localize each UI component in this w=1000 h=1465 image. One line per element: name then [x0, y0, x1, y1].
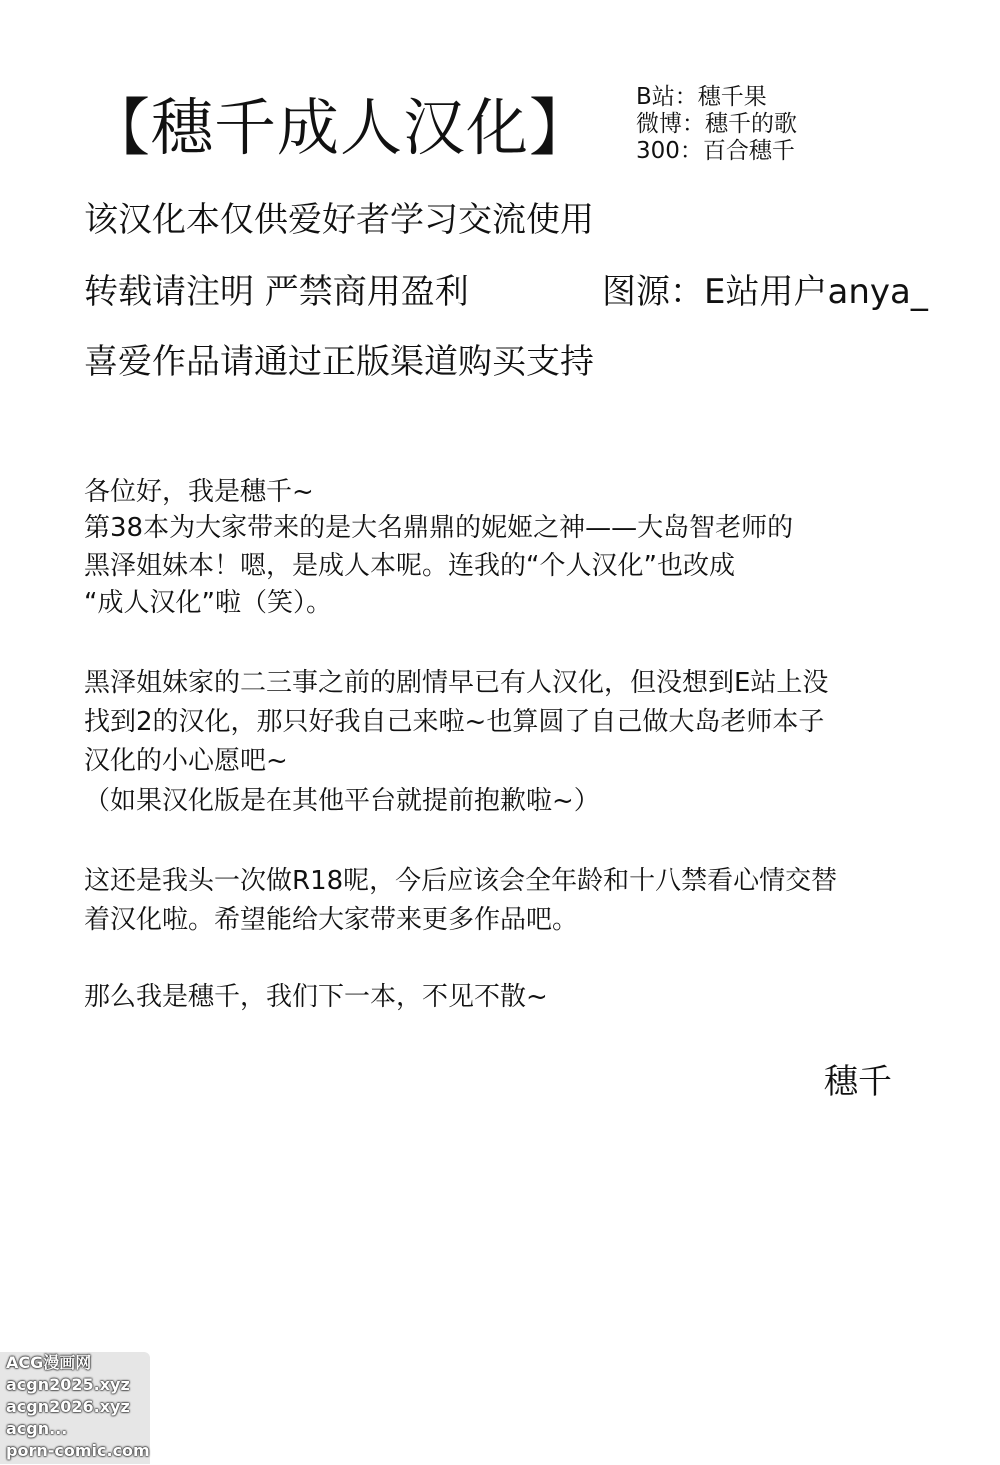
watermark-line: acgn2025.xyz	[6, 1375, 130, 1394]
watermark	[0, 1352, 150, 1464]
watermark-line: ACG漫画网	[6, 1353, 92, 1372]
body-line: 黑泽姐妹家的二三事之前的剧情早已有人汉化，但没想到E站上没	[84, 668, 829, 698]
watermark-line: acgn...	[6, 1419, 68, 1438]
body-line: 着汉化啦。希望能给大家带来更多作品吧。	[84, 905, 579, 935]
body-line: （如果汉化版是在其他平台就提前抱歉啦~）	[84, 786, 600, 816]
body-line: 汉化的小心愿吧~	[84, 746, 288, 776]
body-line: “成人汉化”啦（笑）。	[84, 588, 332, 618]
image-source: 图源：E站用户anya_	[602, 272, 928, 312]
contact-bilibili: B站：穗千果	[636, 84, 767, 110]
body-line: 那么我是穗千，我们下一本，不见不散~	[84, 982, 548, 1012]
watermark-line: porn-comic.com	[6, 1441, 150, 1460]
body-line: 各位好，我是穗千~	[84, 477, 314, 507]
notice-support: 喜爱作品请通过正版渠道购买支持	[84, 342, 594, 382]
contact-weibo: 微博：穗千的歌	[636, 111, 797, 137]
body-line: 黑泽姐妹本！嗯，是成人本呢。连我的“个人汉化”也改成	[84, 551, 735, 581]
contact-300: 300：百合穗千	[636, 138, 795, 164]
signature: 穗千	[824, 1062, 892, 1102]
notice-repost: 转载请注明 严禁商用盈利	[84, 272, 469, 312]
body-line: 找到2的汉化，那只好我自己来啦~也算圆了自己做大岛老师本子	[84, 707, 825, 737]
watermark-line: acgn2026.xyz	[6, 1397, 130, 1416]
notice-usage: 该汉化本仅供爱好者学习交流使用	[84, 200, 594, 240]
contact-info	[636, 84, 797, 165]
page-title: 【穗千成人汉化】	[88, 91, 593, 164]
body-line: 第38本为大家带来的是大名鼎鼎的妮姬之神——大岛智老师的	[84, 513, 794, 543]
body-line: 这还是我头一次做R18呢，今后应该会全年龄和十八禁看心情交替	[84, 866, 838, 896]
